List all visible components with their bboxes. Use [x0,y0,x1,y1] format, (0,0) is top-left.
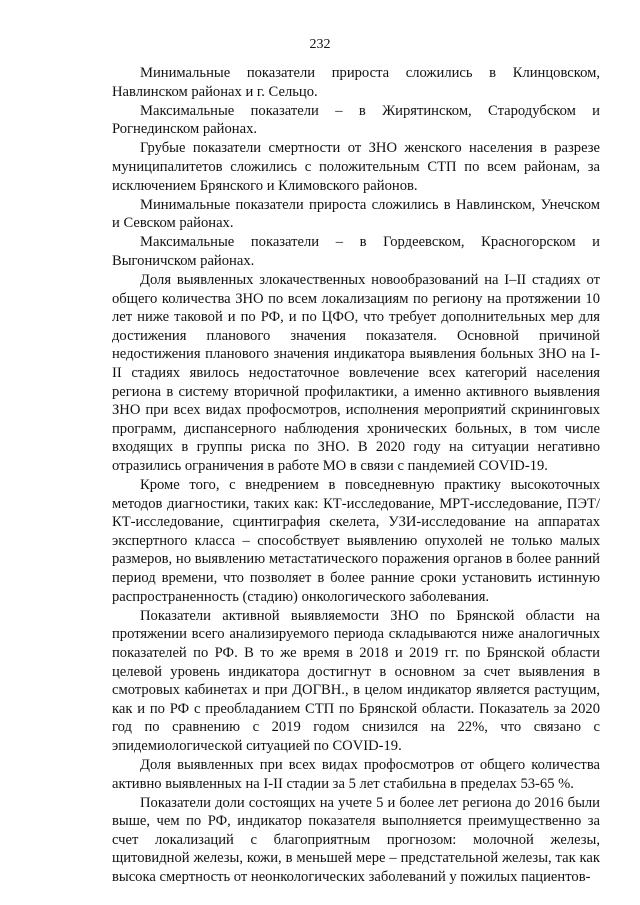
paragraph: Минимальные показатели прироста сложились в Навлинском, Унечском и Севском районах. [112,196,600,232]
paragraph: Доля выявленных злокачественных новообразований на I–II стадиях от общего количества ЗНО по всем локализациям по региону на протяжении 10 лет ниже таковой и по РФ, и по ЦФО, что требует дополнительных мер для достижения планового значения показателя. Основной причиной недостижения планового значения индикатора выявления больных ЗНО на I-II стадиях явилось недостаточное вовлечение всех категорий населения региона в систему вторичной профилактики, а именно активного выявления ЗНО при всех видах профосмотров, исполнения мероприятий скрининговых программ, диспансерного наблюдения хронических больных, в том числе входящих в группы риска по ЗНО. В 2020 году на ситуации негативно отразились ограничения в работе МО в связи с пандемией COVID-19. [112,272,600,474]
paragraph: Доля выявленных при всех видах профосмотров от общего количества активно выявленных на I-II стадии за 5 лет стабильна в пределах 53-65 %. [112,756,600,792]
paragraph: Максимальные показатели – в Гордеевском, Красногорском и Выгоничском районах. [112,234,600,269]
paragraph: Показатели активной выявляемости ЗНО по Брянской области на протяжении всего анализируемого периода складываются ниже аналогичных показателей по РФ. В то же время в 2018 и 2019 гг. по Брянской области целевой уровень индикатора достигнут в основном за счет выявления в смотровых кабинетах и при ДОГВН., в целом индикатор является растущим, как и по РФ с преобладанием СТП по Брянской области. Показатель за 2020 год по сравнению с 2019 годом снизился на 22%, что связано с эпидемиологической ситуацией по COVID-19. [112,607,600,754]
page-number: 232 [309,37,331,52]
paragraph: Минимальные показатели прироста сложились в Клинцовском, Навлинском районах и г. Сельцо. [112,65,600,100]
paragraph: Максимальные показатели – в Жирятинском, Стародубском и Рогнединском районах. [112,102,600,138]
paragraph: Грубые показатели смертности от ЗНО женского населения в разрезе муниципалитетов сложились с положительным СТП по всем районам, за исключением Брянского и Климовского районов. [112,140,600,194]
body-text [112,64,600,887]
paragraph: Показатели доли состоящих на учете 5 и более лет региона до 2016 были выше, чем по РФ, индикатор показателя выполняется преимущественно за счет локализаций с благоприятным прогнозом: молочной железы, щитовидной железы, кожи, в меньшей мере – предстательной железы, так как высока смертность от неонкологических заболеваний у пожилых пациентов- [112,794,600,886]
paragraph: Кроме того, с внедрением в повседневную практику высокоточных методов диагностики, таких как: КТ-исследование, МРТ-исследование, ПЭТ/КТ-исследование, сцинтиграфия скелета, УЗИ-исследование на аппаратах экспертного класса – способствует выявлению опухолей не только малых размеров, но выявлению метастатического поражения органов в более ранний период времени, что позволяет в более ранние сроки установить истинную распространенность (стадию) онкологического заболевания. [112,477,600,605]
